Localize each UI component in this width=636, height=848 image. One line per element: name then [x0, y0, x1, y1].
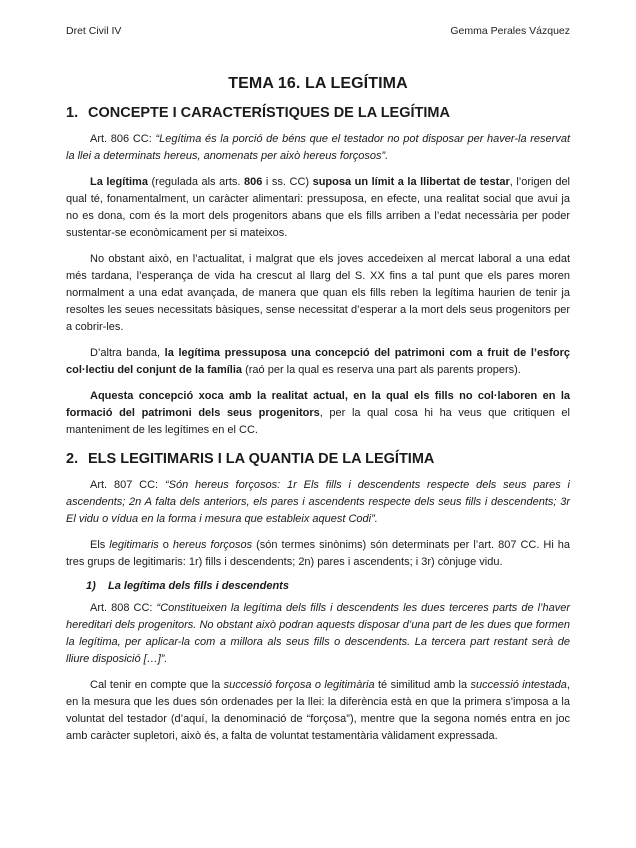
article-ref: Art. 808 CC: [90, 602, 157, 614]
section-2-title: ELS LEGITIMARIS I LA QUANTIA DE LA LEGÍTIMA [88, 451, 435, 467]
section-2-heading [66, 451, 570, 467]
section-1-number: 1. [66, 105, 79, 121]
header-author: Gemma Perales Vázquez [450, 25, 570, 37]
subsection-1-title: La legítima dels fills i descendents [108, 580, 289, 592]
s1-paragraph-art806 [66, 131, 570, 165]
section-1-title: CONCEPTE I CARACTERÍSTIQUES DE LA LEGÍTIMA [88, 105, 450, 121]
article-quote: “Són hereus forçosos: 1r Els fills i descendents respecte dels seus pares i ascendents; 2n A falta dels anteriors, els pares i ascendents respecte dels seus fills i descendents; 3r El vidu o vídua en la forma i mesura que estableix aquest Codi”. [66, 479, 571, 525]
document-title: TEMA 16. LA LEGÍTIMA [228, 75, 408, 92]
s1-paragraph-nowadays: No obstant això, en l’actualitat, i malgrat que els joves accedeixen al mercat laboral a una edat més tardana, l’esperança de vida ha crescut al llarg del S. XX fins a tal punt que els pares moren normalment a una edat avançada, de manera que quan els fills reben la legítima haurien de tenir ja resoltes les seues necessitats bàsiques, sense necessitat d’esperar a la mort dels seus progenitors per a cobrir-les. [66, 253, 570, 333]
article-ref: Art. 806 CC: [90, 133, 156, 145]
header-course: Dret Civil IV [66, 25, 122, 37]
s1-paragraph-family: D’altra banda, la legítima pressuposa una concepció del patrimoni com a fruit de l’esforç col·lectiu del conjunt de la família (raó per la qual es reserva una part als parents propers). [66, 347, 570, 376]
sub1-paragraph-art808 [66, 600, 570, 668]
s2-paragraph-legitimaris: Els legitimaris o hereus forçosos (són termes sinònims) són determinats per l’art. 807 CC. Hi ha tres grups de legitimaris: 1r) fills i descendents; 2n) pares i ascendents; i 3r) cònjuge vidu. [66, 539, 571, 568]
s2-paragraph-art807 [66, 477, 570, 528]
s1-paragraph-criticism: Aquesta concepció xoca amb la realitat actual, en la qual els fills no col·laboren en la formació del patrimoni dels seus progenitors, per la qual cosa hi ha veus que critiquen el manteniment de les legítimes en el CC. [66, 390, 570, 436]
section-2-number: 2. [66, 451, 79, 467]
section-1-heading [66, 105, 570, 121]
article-quote: “Legítima és la porció de béns que el testador no pot disposar per haver-la reservat la llei a determinats hereus, anomenats per això hereus forçosos”. [66, 133, 570, 162]
sub1-paragraph-succession: Cal tenir en compte que la successió forçosa o legitimària té similitud amb la successió intestada, en la mesura que les dues són ordenades per la llei: la diferència està en que la primera s’imposa a la voluntat del testador (d’aquí, la denominació de “forçosa”), mentre que la segona només entra en joc amb caràcter supletori, això és, a falta de voluntat testamentària vàlidament expressada. [66, 679, 570, 742]
article-quote: “Constitueixen la legítima dels fills i descendents les dues terceres parts de l’haver hereditari dels progenitors. No obstant això podran aquests disposar d’una part de les dues que formen la legítima, per aplicar-la com a millora als seus fills o descendents. La tercera part restant serà de lliure disposició […]”. [66, 602, 571, 665]
subsection-1-heading [86, 580, 570, 592]
running-header [66, 0, 570, 37]
s1-paragraph-definition: La legítima (regulada als arts. 806 i ss. CC) suposa un límit a la llibertat de testar, l’origen del qual té, fonamentalment, un caràcter alimentari: pressuposa, en efecte, una realitat social que avui ja no es dona, com és la mort dels progenitors abans que els fills arriben a l’edat necessària per poder sustentar-se econòmicament per si mateixos. [66, 176, 571, 239]
article-ref: Art. 807 CC: [90, 479, 165, 491]
subsection-1-number: 1) [86, 580, 96, 592]
